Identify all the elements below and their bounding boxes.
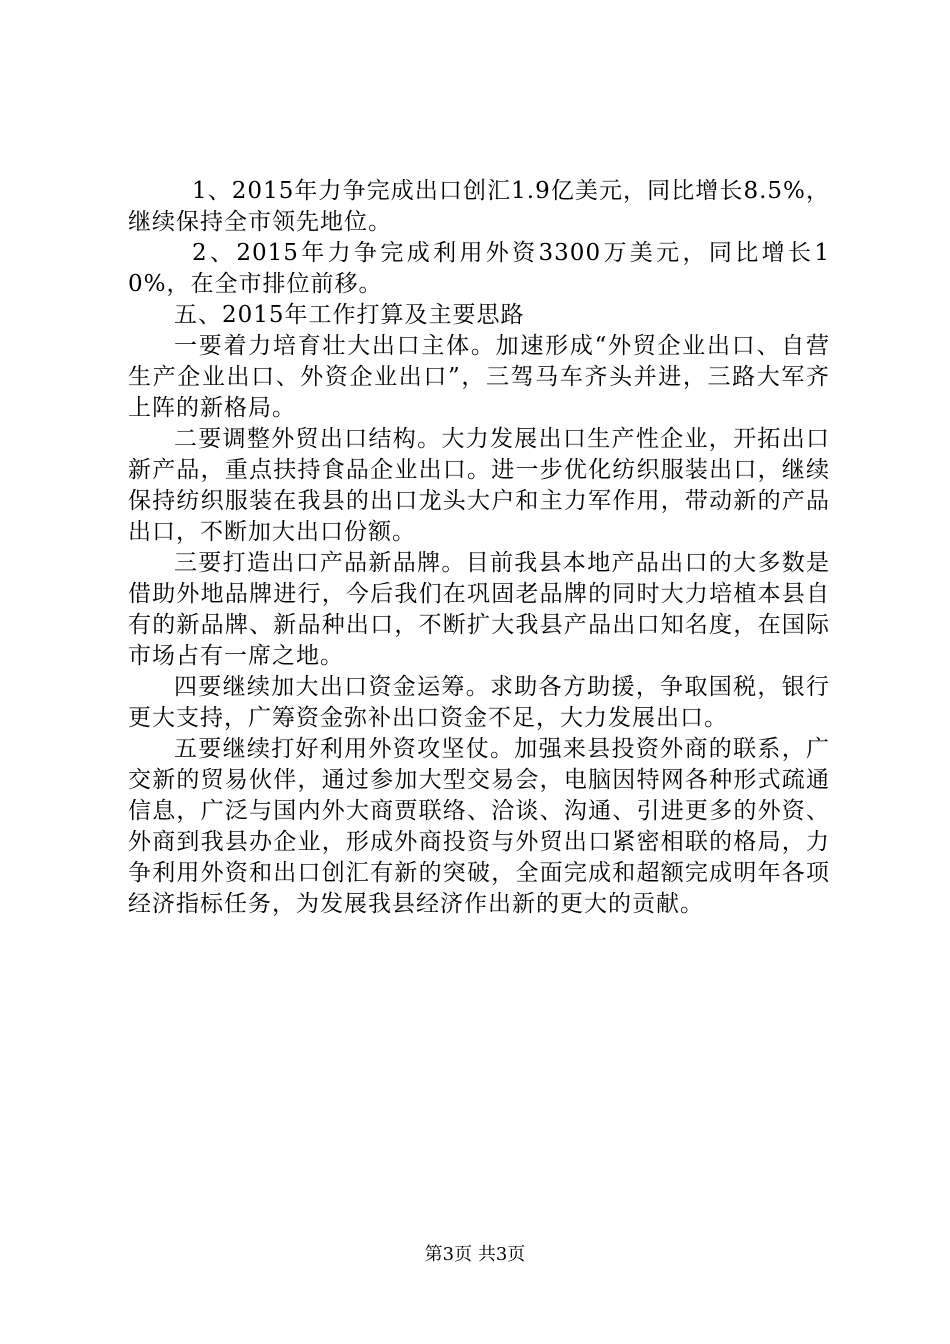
target-item-1: 1、2015年力争完成出口创汇1.9亿美元，同比增长8.5%，继续保持全市领先地位。 bbox=[128, 178, 830, 235]
paragraph-foreign-investment: 五要继续打好利用外资攻坚仗。加强来县投资外商的联系，广交新的贸易伙伴，通过参加大型交易会，电脑因特网各种形式疏通信息，广泛与国内外大商贾联络、洽谈、沟通、引进更多的外资、外商到我县办企业，形成外商投资与外贸出口紧密相联的格局，力争利用外资和出口创汇有新的突破，全面完成和超额完成明年各项经济指标任务，为发展我县经济作出新的更大的贡献。 bbox=[128, 736, 830, 917]
target-item-2: 2、2015年力争完成利用外资3300万美元，同比增长10%，在全市排位前移。 bbox=[128, 240, 830, 297]
document-body bbox=[128, 176, 830, 920]
section-heading: 五、2015年工作打算及主要思路 bbox=[174, 302, 525, 328]
paragraph-export-structure: 二要调整外贸出口结构。大力发展出口生产性企业，开拓出口新产品，重点扶持食品企业出口。进一步优化纺织服装出口，继续保持纺织服装在我县的出口龙头大户和主力军作用，带动新的产品出口，不断加大出口份额。 bbox=[128, 426, 830, 545]
paragraph-export-brands: 三要打造出口产品新品牌。目前我县本地产品出口的大多数是借助外地品牌进行，今后我们在巩固老品牌的同时大力培植本县自有的新品牌、新品种出口，不断扩大我县产品出口知名度，在国际市场占有一席之地。 bbox=[128, 550, 830, 669]
page-number-footer: 第3页 共3页 bbox=[424, 1244, 526, 1265]
paragraph-export-entities: 一要着力培育壮大出口主体。加速形成“外贸企业出口、自营生产企业出口、外资企业出口”，三驾马车齐头并进，三路大军齐上阵的新格局。 bbox=[128, 333, 830, 421]
paragraph-export-funding: 四要继续加大出口资金运筹。求助各方助援，争取国税，银行更大支持，广筹资金弥补出口资金不足，大力发展出口。 bbox=[128, 674, 830, 731]
